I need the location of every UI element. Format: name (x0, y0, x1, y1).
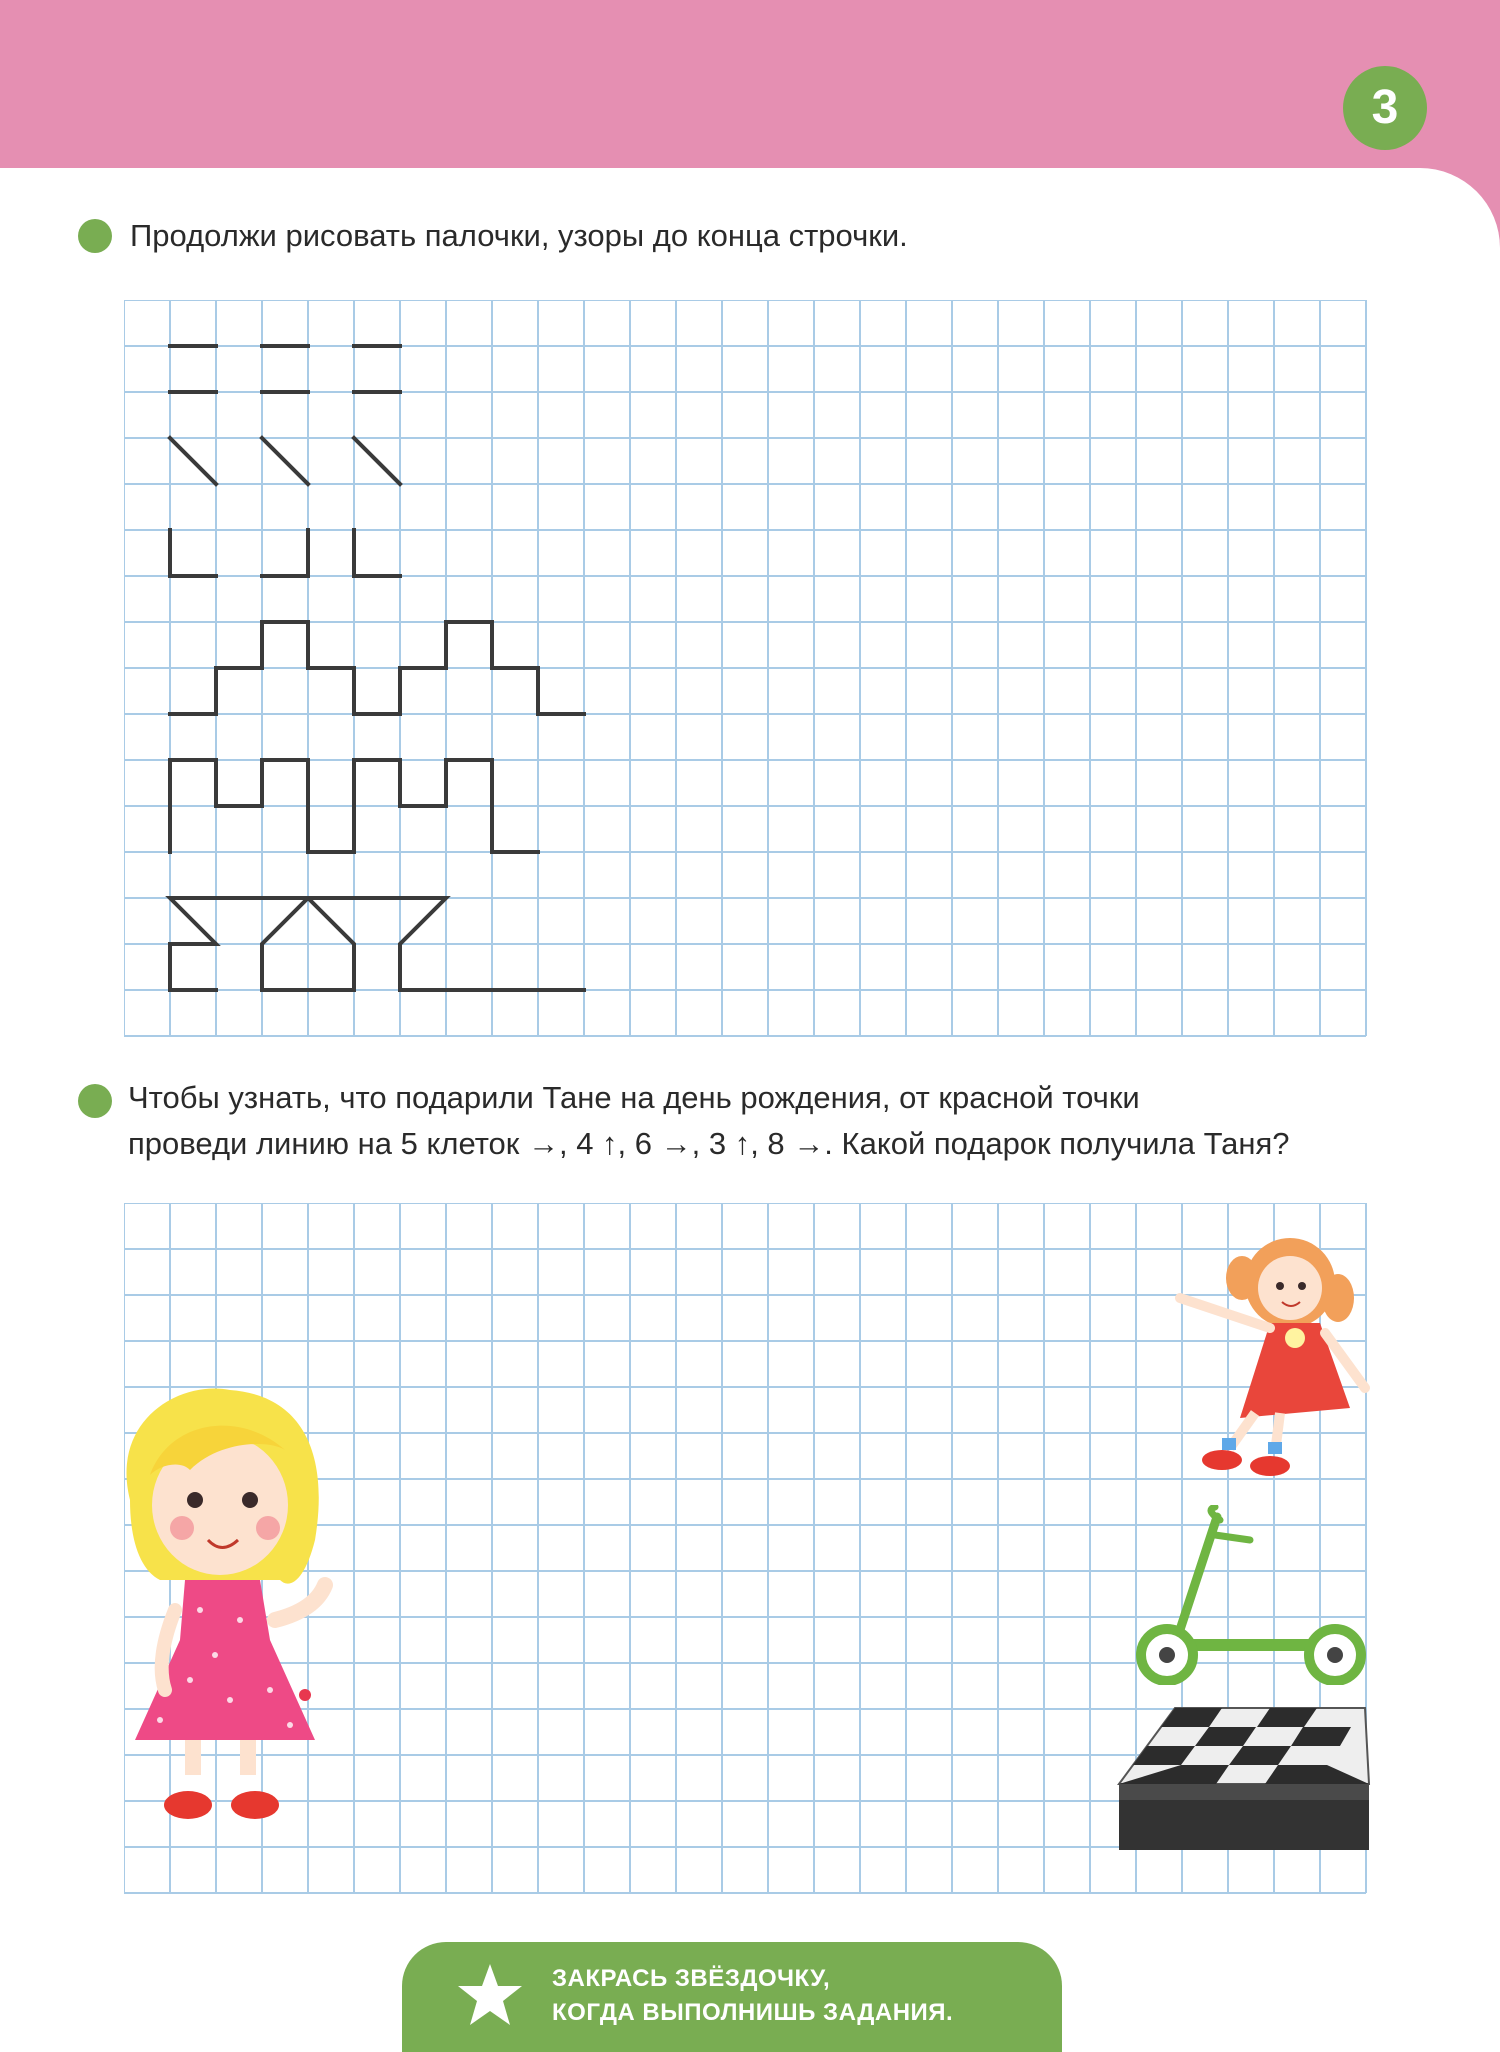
doll-illustration (1150, 1228, 1370, 1493)
task-2-bullet (78, 1084, 112, 1118)
task-1-bullet (78, 219, 112, 253)
footer-text (552, 1962, 953, 2030)
task-2-line-2: проведи линию на 5 клеток →, 4 ↑, 6 →, 3 ↑, 8 →. Какой подарок получила Таня? (128, 1126, 1290, 1161)
task-1-text: Продолжи рисовать палочки, узоры до конца строчки. (130, 218, 908, 253)
footer-line-2: КОГДА ВЫПОЛНИШЬ ЗАДАНИЯ. (552, 1999, 954, 2026)
header-band (0, 0, 1500, 168)
red-dot (299, 1689, 311, 1701)
footer-line-1: ЗАКРАСЬ ЗВЁЗДОЧКУ, (552, 1965, 831, 1992)
footer-banner (402, 1942, 1062, 2052)
star-icon[interactable] (456, 1962, 524, 2033)
chessboard-illustration (1115, 1700, 1375, 1875)
scooter-illustration (1135, 1505, 1375, 1690)
girl-illustration (100, 1380, 360, 1845)
task-2-line-1: Чтобы узнать, что подарили Тане на день рождения, от красной точки (128, 1080, 1140, 1115)
pattern-grid-canvas[interactable] (124, 300, 1369, 1045)
page-number: 3 (1343, 66, 1427, 150)
pattern-grid[interactable] (124, 300, 1369, 1045)
